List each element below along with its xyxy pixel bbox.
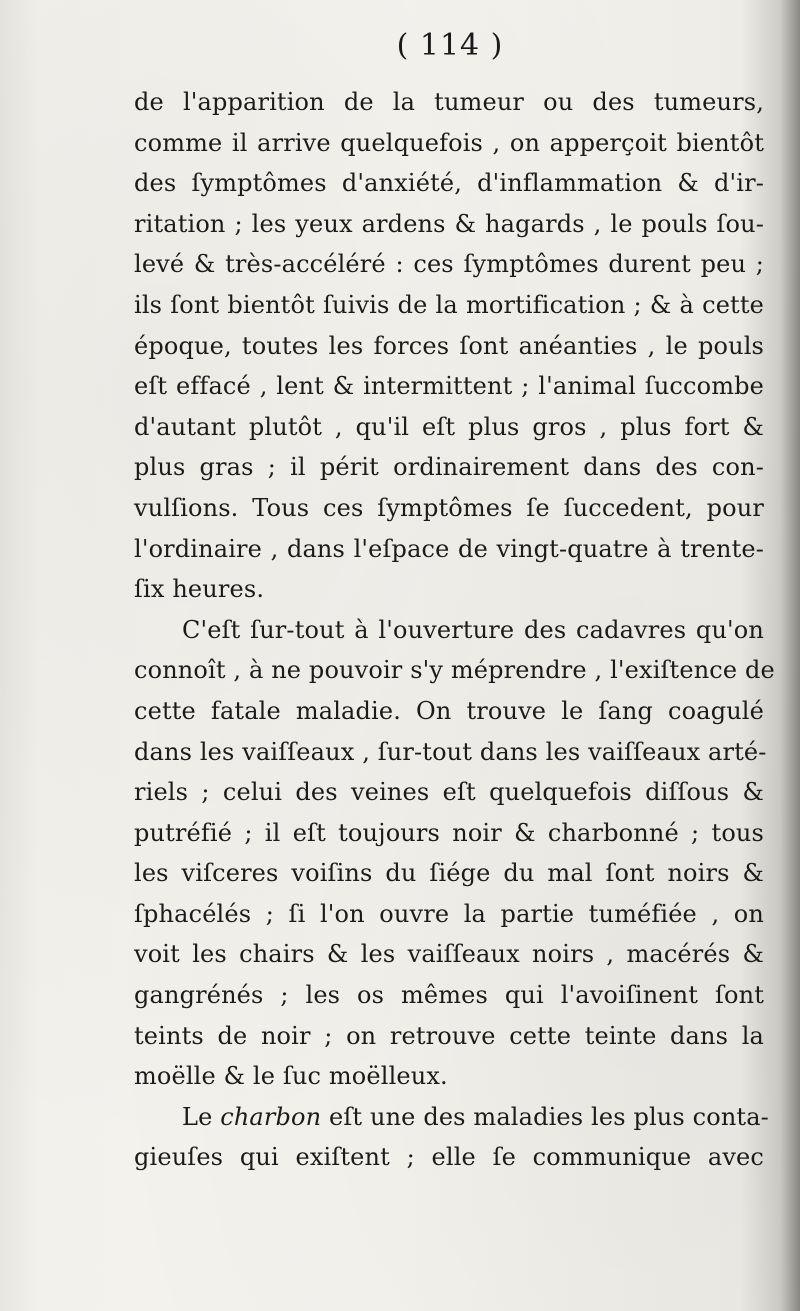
- text-line: gangrénés ; les os mêmes qui l'avoiſinent ſont: [134, 981, 764, 1010]
- text-line: C'eſt ſur-tout à l'ouverture des cadavres qu'on: [182, 615, 764, 644]
- text-line: ritation ; les yeux ardens & hagards , le pouls ſou-: [134, 209, 764, 238]
- text-line: putréfié ; il eſt toujours noir & charbonné ; tous: [134, 818, 764, 847]
- text-line: moëlle & le ſuc moëlleux.: [134, 1062, 448, 1091]
- text-line: levé & très-accéléré : ces ſymptômes durent peu ;: [134, 250, 764, 279]
- text-line: l'ordinaire , dans l'eſpace de vingt-quatre à trente-: [134, 534, 764, 563]
- text-line: de l'apparition de la tumeur ou des tumeurs,: [134, 88, 764, 116]
- text-line: d'autant plutôt , qu'il eſt plus gros , plus fort &: [134, 412, 764, 441]
- text-fragment: Le: [182, 1102, 221, 1131]
- text-line: voit les chairs & les vaiſſeaux noirs , macérés &: [134, 940, 764, 969]
- text-line: ſphacélés ; ſi l'on ouvre la partie tuméfiée , on: [134, 899, 764, 928]
- text-line: époque, toutes les forces ſont anéanties , le pouls: [134, 331, 764, 360]
- body-text: [134, 82, 775, 1178]
- text-line: cette fatale maladie. On trouve le ſang coagulé: [134, 696, 764, 725]
- text-line: comme il arrive quelquefois , on apperçoit bientôt: [134, 128, 764, 157]
- text-line: les viſceres voiſins du ſiége du mal ſont noirs &: [134, 859, 764, 888]
- text-line: dans les vaiſſeaux , ſur-tout dans les vaiſſeaux arté-: [134, 737, 767, 766]
- italic-term: charbon: [220, 1102, 322, 1131]
- text-line: ils ſont bientôt ſuivis de la mortification ; & à cette: [134, 290, 764, 319]
- text-line: [134, 1097, 769, 1138]
- page-number: ( 114 ): [396, 28, 504, 63]
- text-line: riels ; celui des veines eſt quelquefois diſſous &: [134, 778, 764, 807]
- text-line: gieuſes qui exiſtent ; elle ſe communique avec: [134, 1143, 764, 1172]
- text-line: plus gras ; il périt ordinairement dans des con-: [134, 453, 764, 482]
- text-line: connoît , à ne pouvoir s'y méprendre , l'exiſtence de: [134, 656, 775, 685]
- text-line: eſt effacé , lent & intermittent ; l'animal ſuccombe: [134, 372, 764, 401]
- text-line: teints de noir ; on retrouve cette teinte dans la: [134, 1021, 764, 1050]
- text-line: ſix heures.: [134, 575, 265, 604]
- text-line: des ſymptômes d'anxiété, d'inflammation & d'ir-: [134, 169, 764, 198]
- text-line: vulſions. Tous ces ſymptômes ſe ſuccedent, pour: [134, 493, 764, 522]
- text-fragment: eſt une des maladies les plus conta-: [321, 1102, 769, 1131]
